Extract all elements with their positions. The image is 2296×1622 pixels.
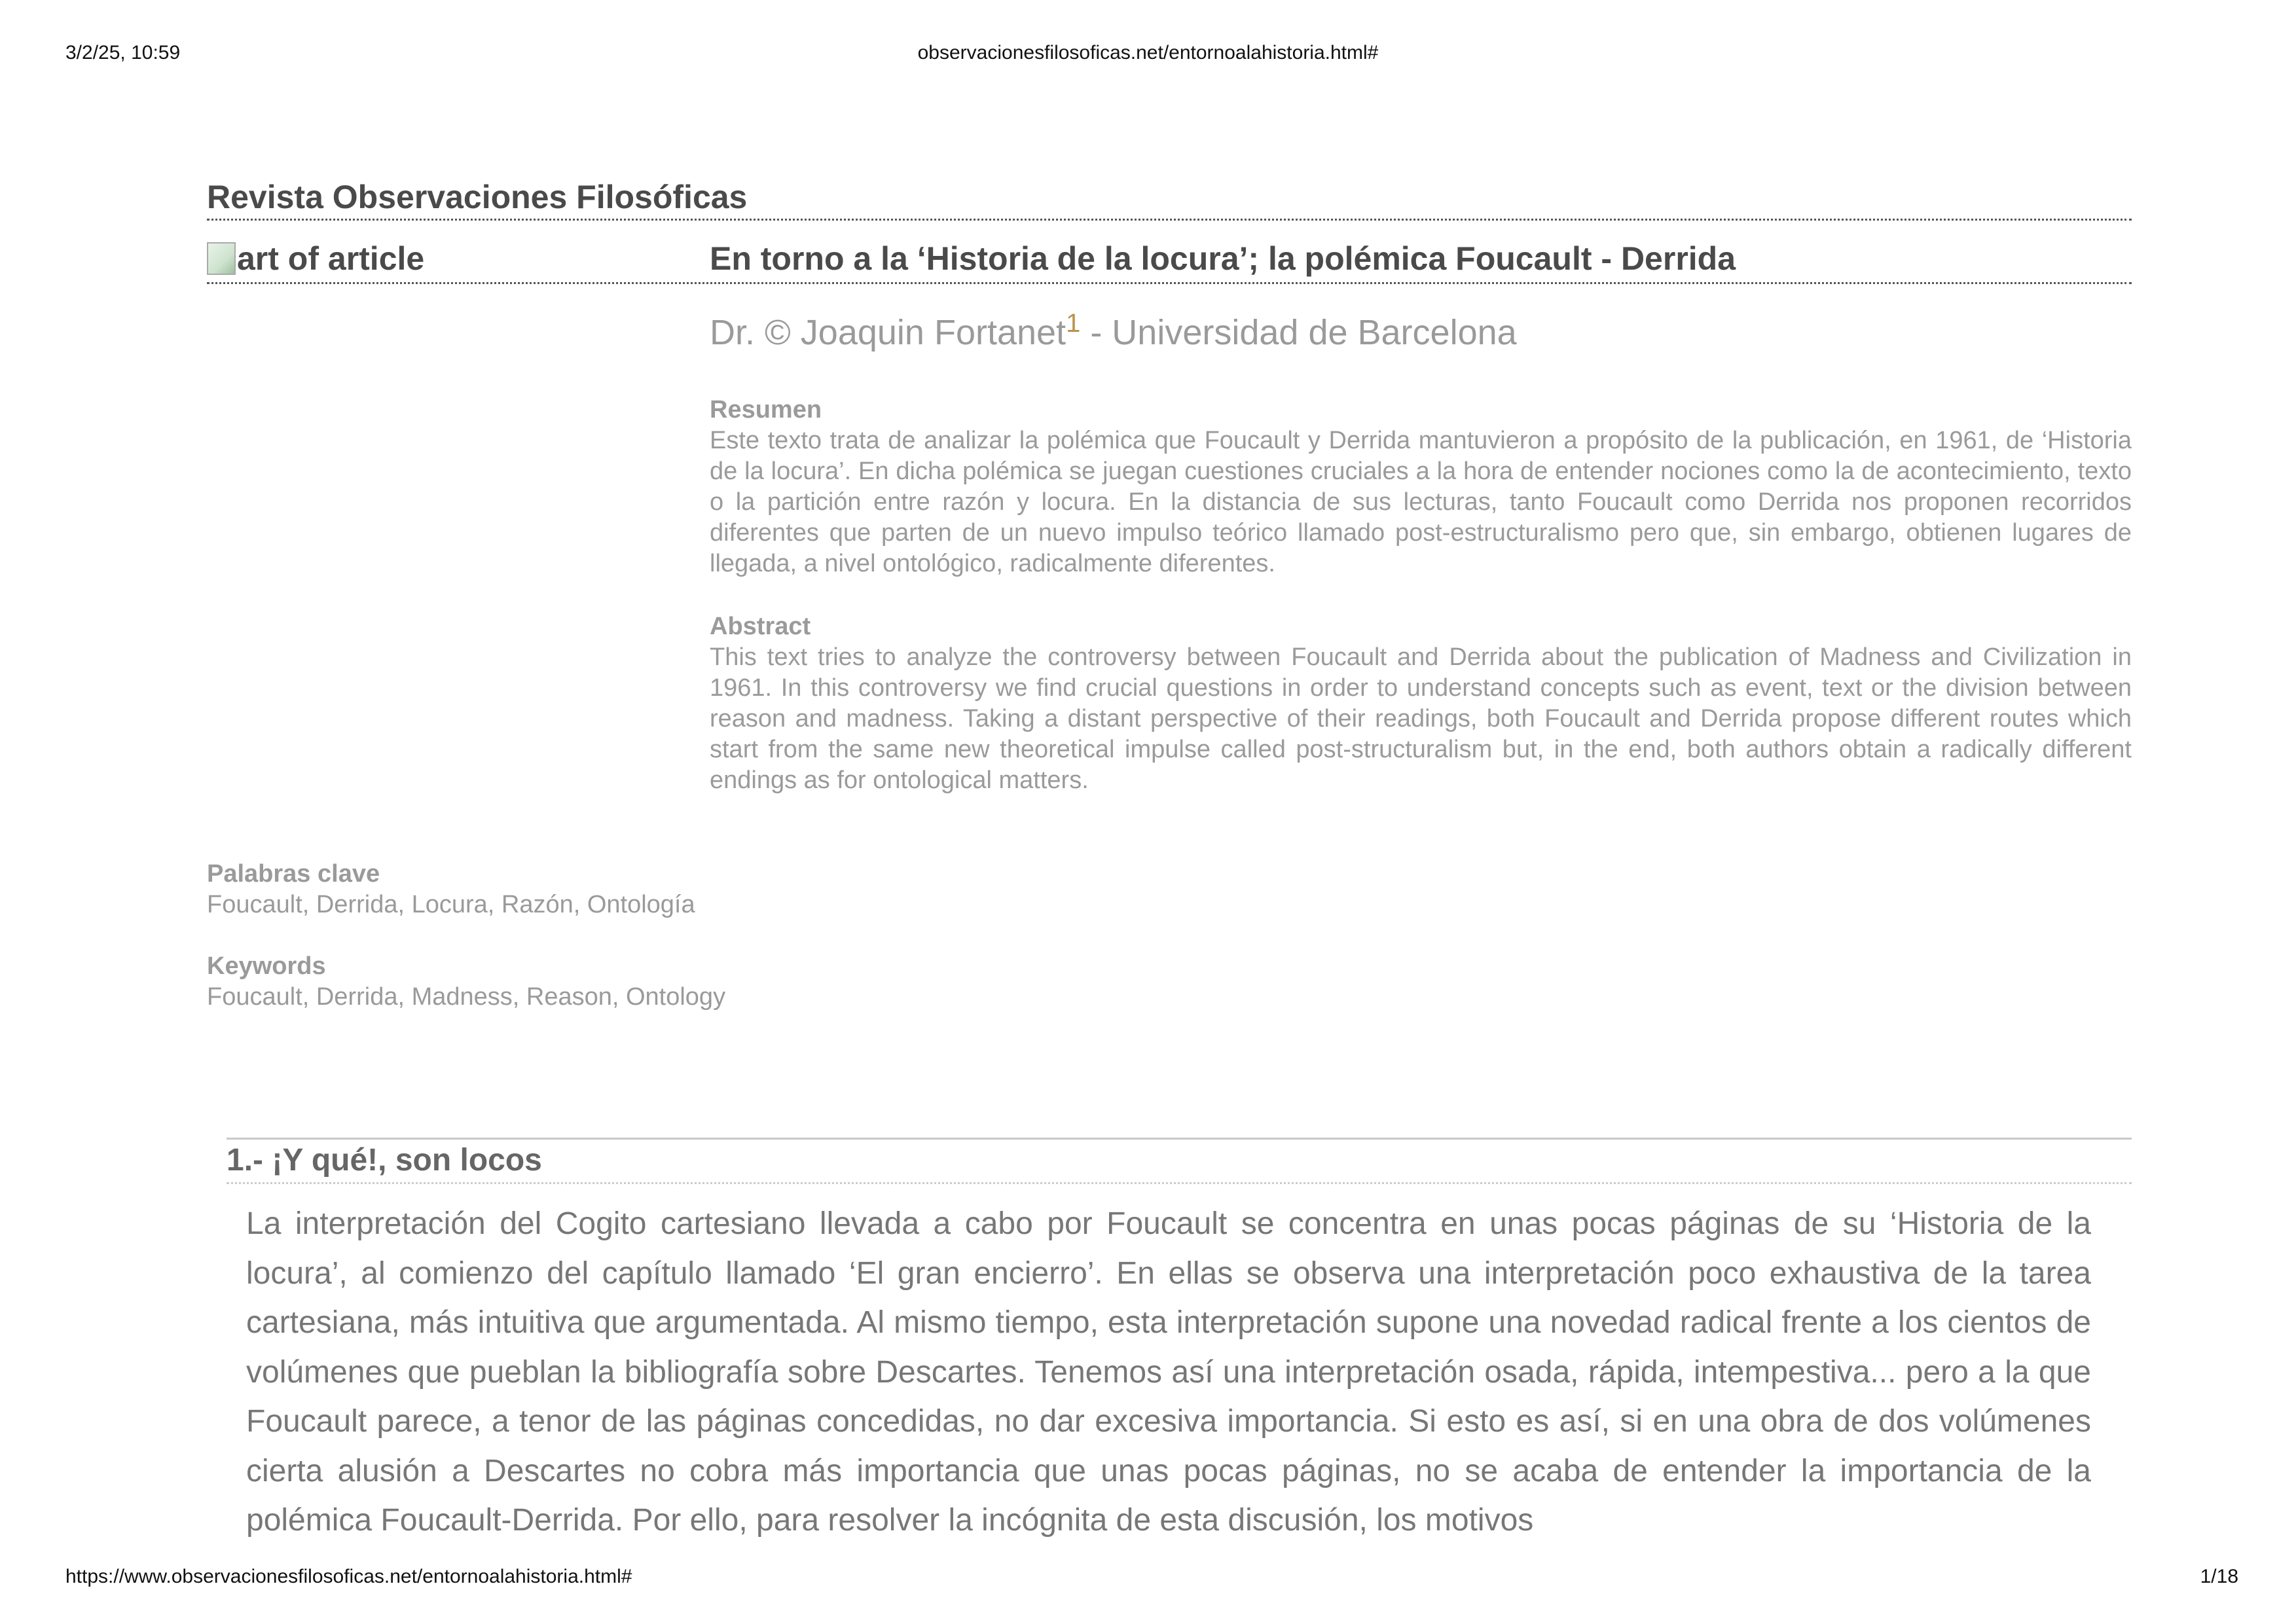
print-datetime: 3/2/25, 10:59	[65, 42, 181, 63]
article-header-row	[207, 240, 2132, 284]
footnote-link[interactable]: 1	[1066, 309, 1081, 338]
resumen-block	[710, 395, 2132, 579]
keywords-block	[207, 951, 725, 1013]
resumen-text: Este texto trata de analizar la polémica que Foucault y Derrida mantuvieron a propósito de la publicación, en 1961, de ‘Historia de la locura’. En dicha polémica se juegan cuestiones cruciales a la hora de entender nociones como la de acontecimiento, texto o la partición entre razón y locura. En la distancia de sus lecturas, tanto Foucault como Derrida nos proponen recorridos diferentes que parten de un nuevo impulso teórico llamado post-estructuralismo pero que, sin embargo, obtienen lugares de llegada, a nivel ontológico, radicalmente diferentes.	[710, 427, 2132, 577]
abstract-block	[710, 611, 2132, 796]
palabras-clave-block	[207, 859, 695, 920]
print-header-url: observacionesfilosoficas.net/entornoalahistoria.html#	[917, 42, 1379, 63]
palabras-clave-text: Foucault, Derrida, Locura, Razón, Ontología	[207, 891, 695, 918]
resumen-heading: Resumen	[710, 396, 822, 424]
article-title: En torno a la ‘Historia de la locura’; la polémica Foucault - Derrida	[710, 240, 1736, 277]
palabras-clave-heading: Palabras clave	[207, 860, 380, 888]
author-affiliation: - Universidad de Barcelona	[1080, 313, 1517, 352]
author-line	[710, 309, 1517, 353]
section-title: 1.- ¡Y qué!, son locos	[227, 1140, 2132, 1184]
journal-title[interactable]: Revista Observaciones Filosóficas	[207, 178, 2132, 221]
print-footer-url: https://www.observacionesfilosoficas.net/entornoalahistoria.html#	[65, 1566, 632, 1587]
abstract-heading: Abstract	[710, 613, 811, 640]
image-alt-text: art of article	[237, 240, 425, 277]
body-paragraph: La interpretación del Cogito cartesiano llevada a cabo por Foucault se concentra en unas pocas páginas de su ‘Historia de la locura’, al comienzo del capítulo llamado ‘El gran encierro’. En ellas se observa una interpretación poco exhaustiva de la tarea cartesiana, más intuitiva que argumentada. Al mismo tiempo, esta interpretación supone una novedad radical frente a los cientos de volúmenes que pueblan la bibliografía sobre Descartes. Tenemos así una interpretación osada, rápida, intempestiva... pero a la que Foucault parece, a tenor de las páginas concedidas, no dar excesiva importancia. Si esto es así, si en una obra de dos volúmenes cierta alusión a Descartes no cobra más importancia que unas pocas páginas, no se acaba de entender la importancia de la polémica Foucault-Derrida. Por ello, para resolver la incógnita de esta discusión, los motivos	[246, 1206, 2091, 1538]
print-page-number: 1/18	[2200, 1566, 2238, 1587]
abstract-text: This text tries to analyze the controversy between Foucault and Derrida about the publication of Madness and Civilization in 1961. In this controversy we find crucial questions in order to understand concepts such as event, text or the division between reason and madness. Taking a distant perspective of their readings, both Foucault and Derrida propose different routes which start from the same new theoretical impulse called post-structuralism but, in the end, both authors obtain a radically different endings as for ontological matters.	[710, 643, 2132, 794]
broken-image-icon	[207, 242, 236, 275]
article-image	[207, 240, 424, 278]
author-name: Dr. © Joaquin Fortanet	[710, 313, 1066, 352]
keywords-text: Foucault, Derrida, Madness, Reason, Ontology	[207, 983, 726, 1011]
keywords-heading: Keywords	[207, 952, 326, 980]
